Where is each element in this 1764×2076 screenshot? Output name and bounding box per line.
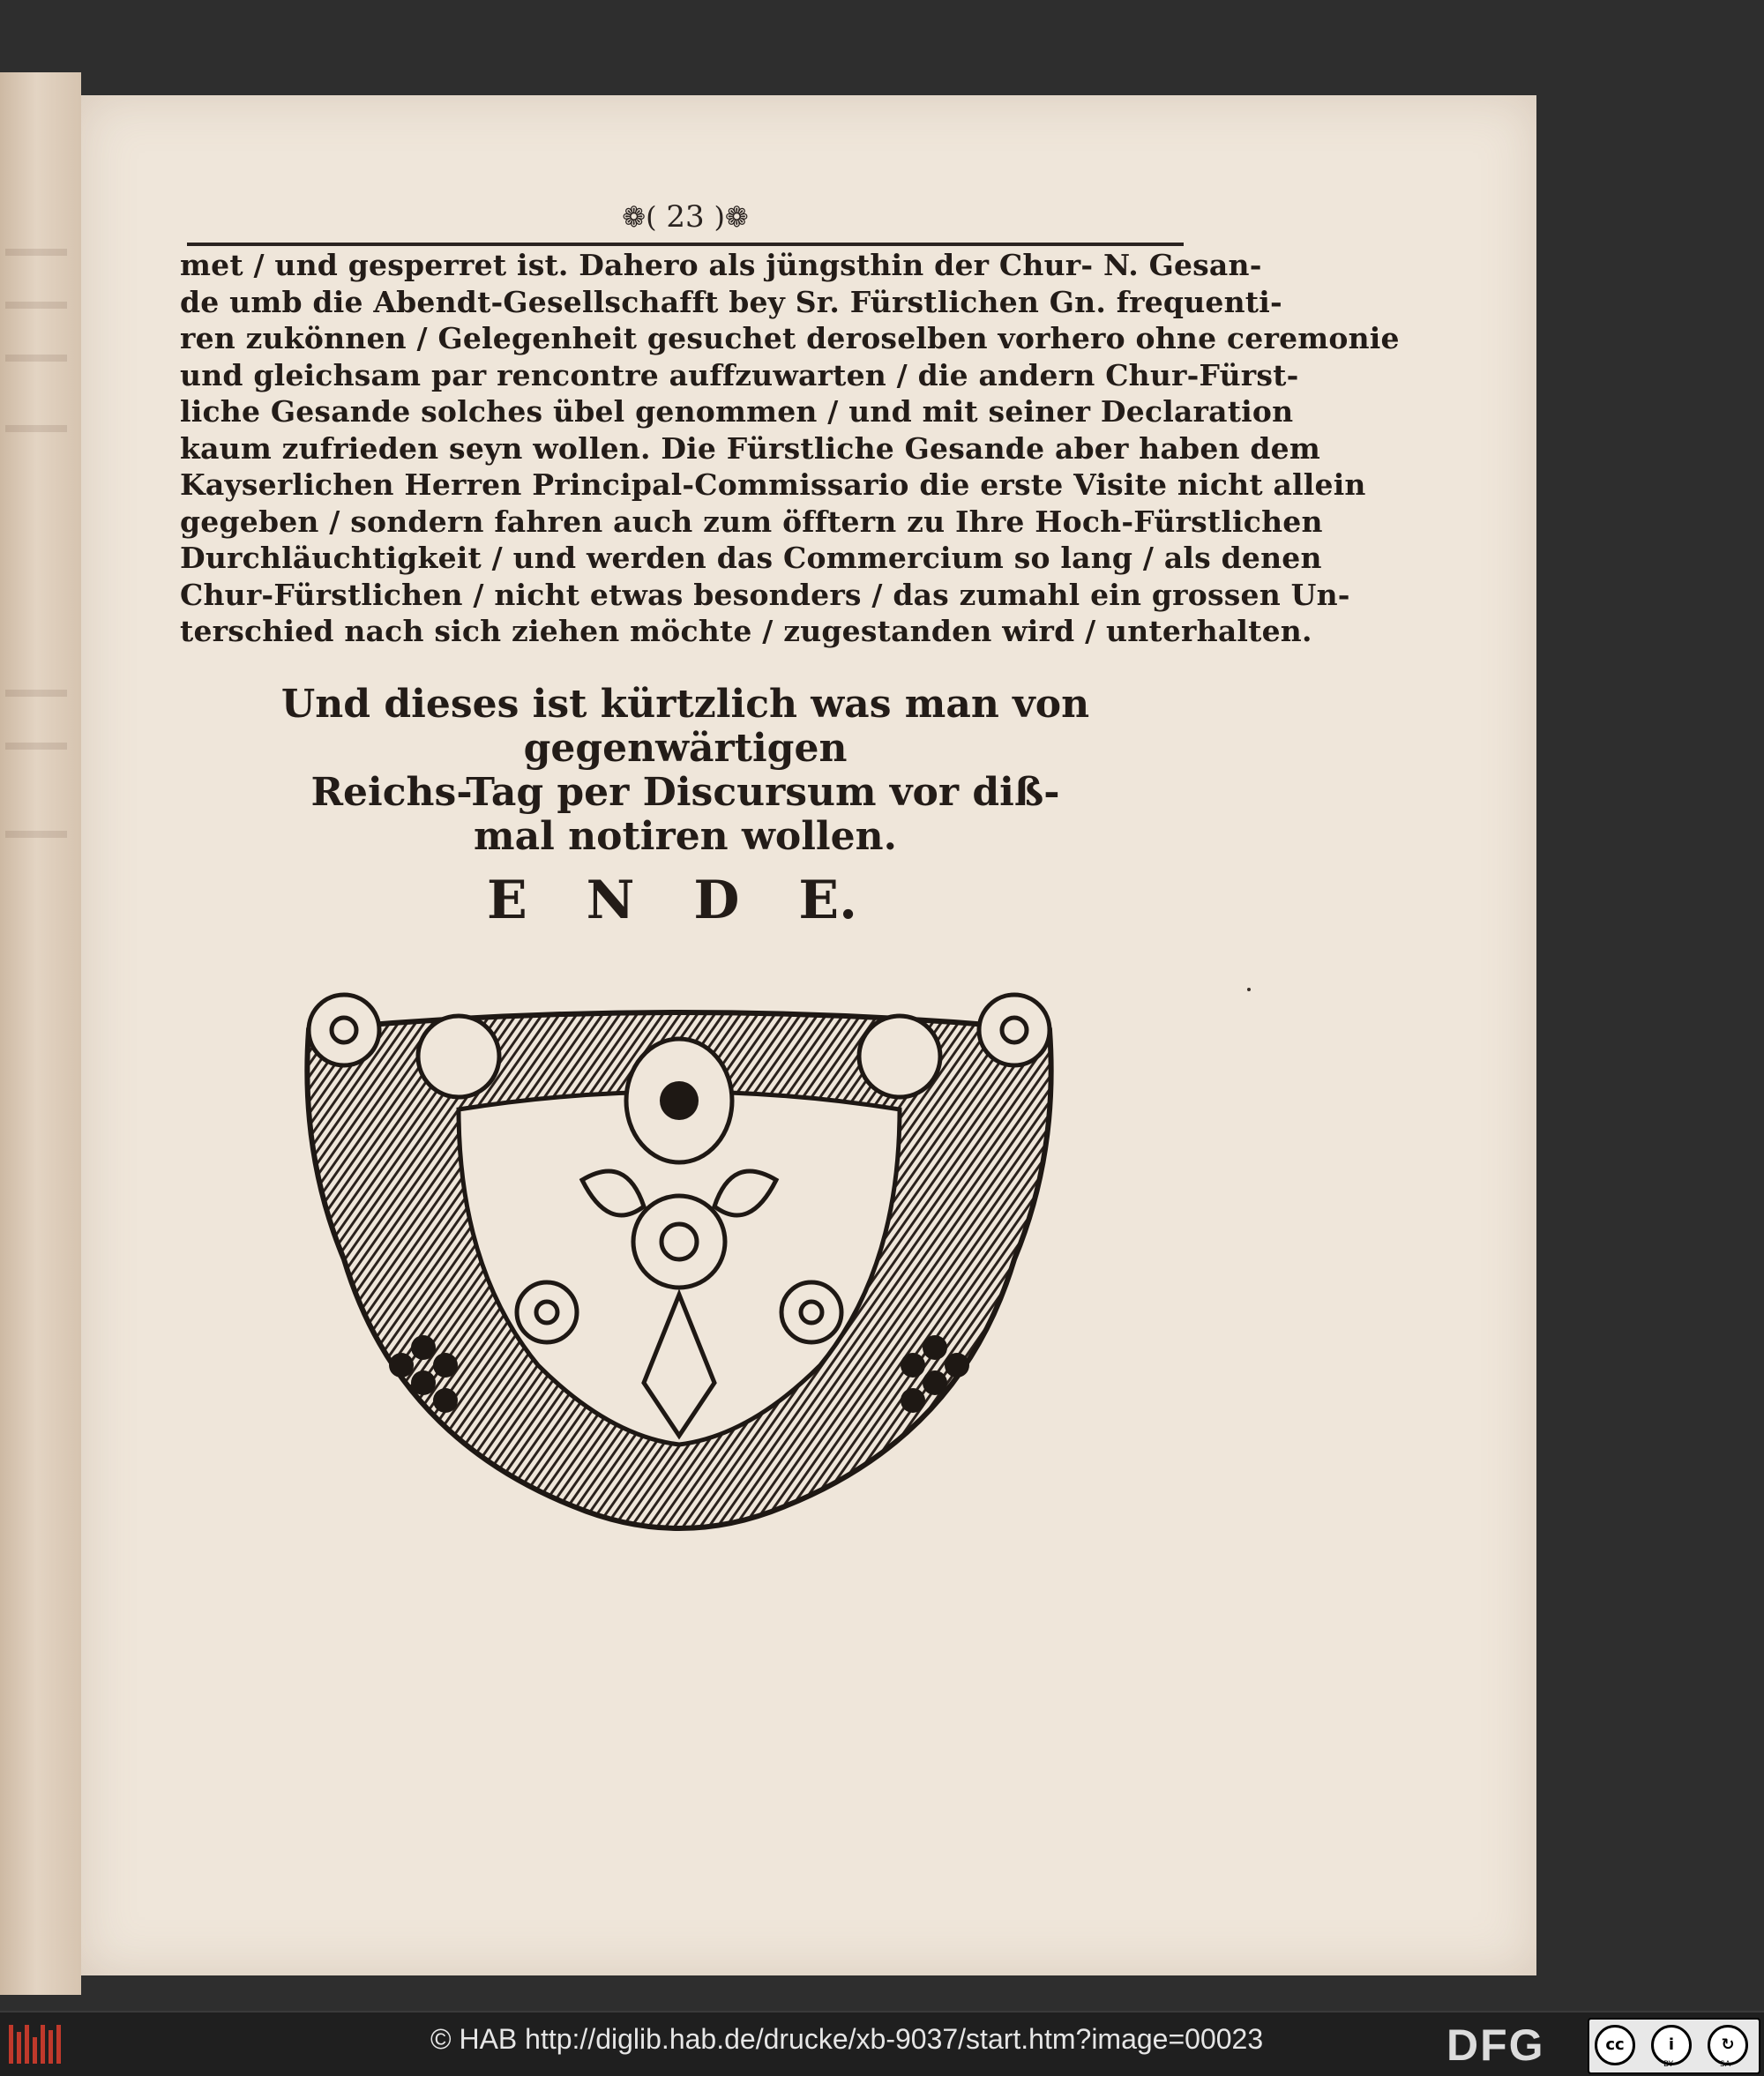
text-line: Durchläuchtigkeit / und werden das Commercium so lang / als denen: [180, 541, 1322, 575]
bleed-through: [5, 743, 67, 750]
footer-bar: [0, 2011, 1764, 2076]
book-page: [81, 95, 1536, 1975]
cc-by-sa-icon[interactable]: [1588, 2018, 1760, 2074]
by-label: BY: [1663, 2060, 1674, 2069]
hab-logo-icon[interactable]: [9, 2025, 61, 2064]
text-line: de umb die Abendt-Gesellschafft bey Sr. Fürstlichen Gn. frequenti-: [180, 284, 1282, 319]
closing-line: Reichs-Tag per Discursum vor diß-: [310, 770, 1060, 815]
bleed-through: [5, 690, 67, 697]
text-line: ren zukönnen / Gelegenheit gesuchet deroselben vorhero ohne ceremonie: [180, 321, 1400, 355]
text-line: Kayserlichen Herren Principal-Commissario die erste Visite nicht allein: [180, 467, 1366, 502]
ende-letter: E: [487, 870, 527, 931]
closing-paragraph: [187, 683, 1184, 859]
cc-circle: cc: [1595, 2025, 1635, 2065]
header-rule: [187, 243, 1184, 246]
text-line: liche Gesande solches übel genommen / und mit seiner Declaration: [180, 394, 1294, 429]
text-line: gegeben / sondern fahren auch zum öfftern zu Ihre Hoch-Fürstlichen: [180, 504, 1323, 539]
paper-speck: [1247, 988, 1251, 991]
text-line: met / und gesperret ist. Dahero als jüngsthin der Chur- N. Gesan-: [180, 248, 1262, 282]
by-circle-icon: i: [1651, 2025, 1692, 2065]
ende-letter: N: [586, 870, 635, 931]
header-ornament-left: ❁(: [622, 200, 657, 234]
text-line: kaum zufrieden seyn wollen. Die Fürstliche Gesande aber haben dem: [180, 430, 1320, 466]
closing-line: mal notiren wollen.: [474, 814, 897, 859]
sa-circle-icon: ↻: [1708, 2025, 1748, 2065]
bleed-through: [5, 302, 67, 309]
previous-page-edge: [0, 72, 81, 1995]
copyright-url[interactable]: © HAB http://diglib.hab.de/drucke/xb-9037/start.htm?image=00023: [430, 2023, 1264, 2055]
ende-heading: [487, 870, 857, 931]
page-header: [187, 199, 1184, 235]
fleuron-icon: [291, 977, 1067, 1550]
header-ornament-right: )❁: [714, 200, 749, 234]
bleed-through: [5, 425, 67, 432]
bleed-through: [5, 355, 67, 362]
bleed-through: [5, 831, 67, 838]
text-line: und gleichsam par rencontre auffzuwarten / die andern Chur-Fürst-: [180, 357, 1299, 392]
body-text: [180, 247, 1400, 650]
text-line: Chur-Fürstlichen / nicht etwas besonders / das zumahl ein grossen Un-: [180, 577, 1350, 612]
text-line: terschied nach sich ziehen möchte / zugestanden wird / unterhalten.: [180, 614, 1312, 648]
bleed-through: [5, 249, 67, 256]
closing-line: Und dieses ist kürtzlich was man von gegenwärtigen: [280, 682, 1090, 771]
ende-letter: E.: [798, 870, 857, 931]
sa-label: SA: [1720, 2060, 1731, 2069]
dfg-logo[interactable]: DFG: [1446, 2020, 1545, 2070]
page-number: 23: [666, 199, 705, 235]
ende-letter: D: [693, 870, 740, 931]
